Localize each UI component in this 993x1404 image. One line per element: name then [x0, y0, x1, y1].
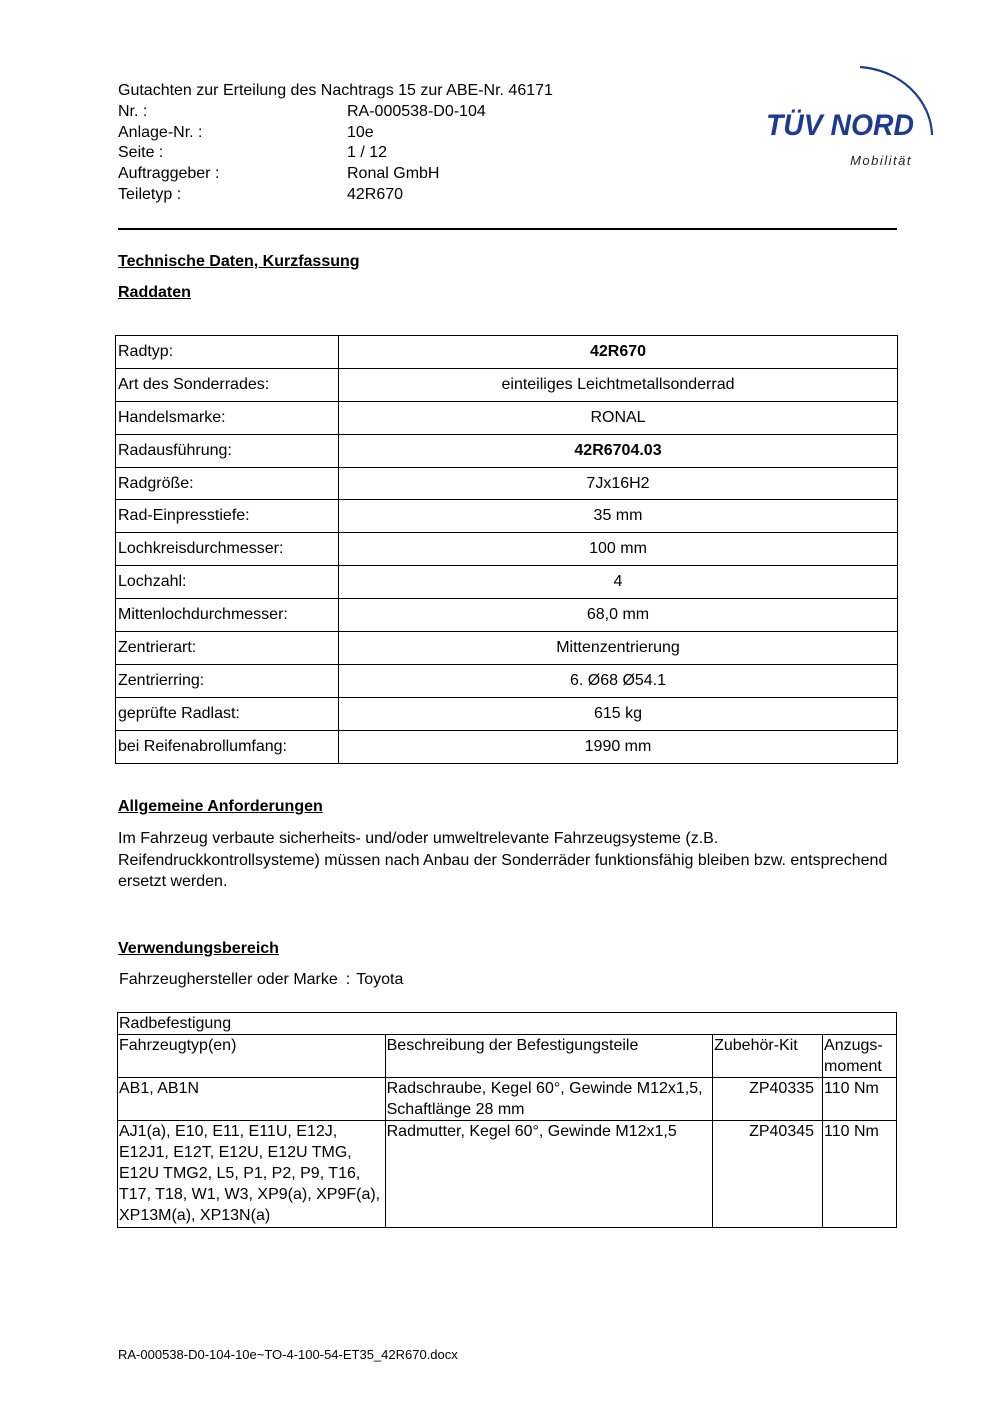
cell-fahrzeugtyp: AB1, AB1N — [118, 1078, 386, 1121]
raddaten-value: RONAL — [339, 401, 898, 434]
raddaten-row — [116, 467, 898, 500]
cell-kit: ZP40335 — [713, 1078, 823, 1121]
meta-value: 1 / 12 — [347, 144, 388, 162]
header-meta — [118, 102, 486, 206]
raddaten-row — [116, 697, 898, 730]
meta-value: 42R670 — [347, 185, 404, 203]
column-header: Fahrzeugtyp(en) — [118, 1035, 386, 1078]
raddaten-value: 1990 mm — [339, 730, 898, 763]
meta-value: Ronal GmbH — [347, 165, 440, 183]
raddaten-row — [116, 664, 898, 697]
raddaten-row — [116, 434, 898, 467]
raddaten-label: Lochkreisdurchmesser: — [116, 533, 339, 566]
header-divider — [118, 228, 897, 230]
raddaten-value: 7Jx16H2 — [339, 467, 898, 500]
allgemeine-text: Im Fahrzeug verbaute sicherheits- und/oder umweltrelevante Fahrzeugsysteme (z.B. Reifendruckkontrollsysteme) müssen nach Anbau der Sonderräder funktionsfähig bleiben bzw. entsprechend ersetzt werden. — [118, 830, 888, 890]
raddaten-row — [116, 632, 898, 665]
footer-filename: RA-000538-D0-104-10e~TO-4-100-54-ET35_42R670.docx — [118, 1347, 458, 1362]
meta-value: 10e — [347, 123, 374, 141]
raddaten-row — [116, 566, 898, 599]
table-caption-row — [118, 1013, 897, 1035]
raddaten-label: Art des Sonderrades: — [116, 368, 339, 401]
heading-verwendungsbereich: Verwendungsbereich — [118, 940, 279, 957]
raddaten-label: Radgröße: — [116, 467, 339, 500]
manufacturer-label: Fahrzeughersteller oder Marke — [119, 971, 338, 988]
heading-allgemeine-anforderungen: Allgemeine Anforderungen — [118, 798, 323, 815]
raddaten-label: Handelsmarke: — [116, 401, 339, 434]
raddaten-row — [116, 599, 898, 632]
column-header: Zubehör-Kit — [713, 1035, 823, 1078]
raddaten-table — [115, 335, 898, 764]
meta-row-nr — [118, 102, 486, 123]
raddaten-row — [116, 336, 898, 369]
column-header: Anzugs- moment — [823, 1035, 897, 1078]
raddaten-value: Mittenzentrierung — [339, 632, 898, 665]
meta-label: Teiletyp : — [118, 185, 182, 203]
raddaten-label: Zentrierring: — [116, 664, 339, 697]
raddaten-label: geprüfte Radlast: — [116, 697, 339, 730]
table-caption: Radbefestigung — [118, 1013, 897, 1035]
table-row — [118, 1078, 897, 1121]
meta-label: Auftraggeber : — [118, 165, 220, 183]
raddaten-row — [116, 500, 898, 533]
raddaten-value: 100 mm — [339, 533, 898, 566]
raddaten-value: 4 — [339, 566, 898, 599]
radbefestigung-table — [117, 1012, 897, 1228]
column-header: Beschreibung der Befestigungsteile — [385, 1035, 712, 1078]
raddaten-value: 615 kg — [339, 697, 898, 730]
raddaten-value: 6. Ø68 Ø54.1 — [339, 664, 898, 697]
cell-moment: 110 Nm — [823, 1121, 897, 1228]
raddaten-row — [116, 533, 898, 566]
raddaten-label: bei Reifenabrollumfang: — [116, 730, 339, 763]
heading-raddaten: Raddaten — [118, 284, 191, 301]
cell-kit: ZP40345 — [713, 1121, 823, 1228]
raddaten-value: 68,0 mm — [339, 599, 898, 632]
raddaten-label: Radtyp: — [116, 336, 339, 369]
meta-row-anlage — [118, 123, 486, 144]
manufacturer-value: Toyota — [356, 971, 404, 988]
raddaten-label: Radausführung: — [116, 434, 339, 467]
cell-fahrzeugtyp: AJ1(a), E10, E11, E11U, E12J, E12J1, E12T, E12U, E12U TMG, E12U TMG2, L5, P1, P2, P9, T16, T17, T18, W1, W3, XP9(a), XP9F(a), XP13M(a), XP13N(a) — [118, 1121, 386, 1228]
meta-row-seite — [118, 143, 486, 164]
raddaten-value: einteiliges Leichtmetallsonderrad — [339, 368, 898, 401]
meta-row-auftraggeber — [118, 164, 486, 185]
meta-label: Nr. : — [118, 102, 148, 120]
heading-technische-daten: Technische Daten, Kurzfassung — [118, 253, 360, 270]
raddaten-row — [116, 368, 898, 401]
raddaten-value: 42R670 — [339, 336, 898, 369]
table-row — [118, 1121, 897, 1228]
raddaten-label: Rad-Einpresstiefe: — [116, 500, 339, 533]
logo-tagline: Mobilität — [850, 153, 912, 168]
raddaten-label: Mittenlochdurchmesser: — [116, 599, 339, 632]
meta-label: Seite : — [118, 144, 164, 162]
tuv-nord-logo — [760, 55, 950, 175]
meta-row-teiletyp — [118, 185, 486, 206]
raddaten-value: 35 mm — [339, 500, 898, 533]
report-title: Gutachten zur Erteilung des Nachtrags 15 zur ABE-Nr. 46171 — [118, 82, 553, 99]
meta-label: Anlage-Nr. : — [118, 123, 203, 141]
raddaten-label: Zentrierart: — [116, 632, 339, 665]
raddaten-label: Lochzahl: — [116, 566, 339, 599]
cell-beschreibung: Radschraube, Kegel 60°, Gewinde M12x1,5, Schaftlänge 28 mm — [385, 1078, 712, 1121]
table-header-row — [118, 1035, 897, 1078]
cell-moment: 110 Nm — [823, 1078, 897, 1121]
logo-brand: TÜV NORD — [766, 109, 914, 142]
raddaten-value: 42R6704.03 — [339, 434, 898, 467]
cell-beschreibung: Radmutter, Kegel 60°, Gewinde M12x1,5 — [385, 1121, 712, 1228]
raddaten-row — [116, 730, 898, 763]
manufacturer-separator: : — [345, 971, 351, 988]
raddaten-row — [116, 401, 898, 434]
manufacturer-line — [119, 970, 403, 990]
meta-value: RA-000538-D0-104 — [347, 102, 486, 120]
